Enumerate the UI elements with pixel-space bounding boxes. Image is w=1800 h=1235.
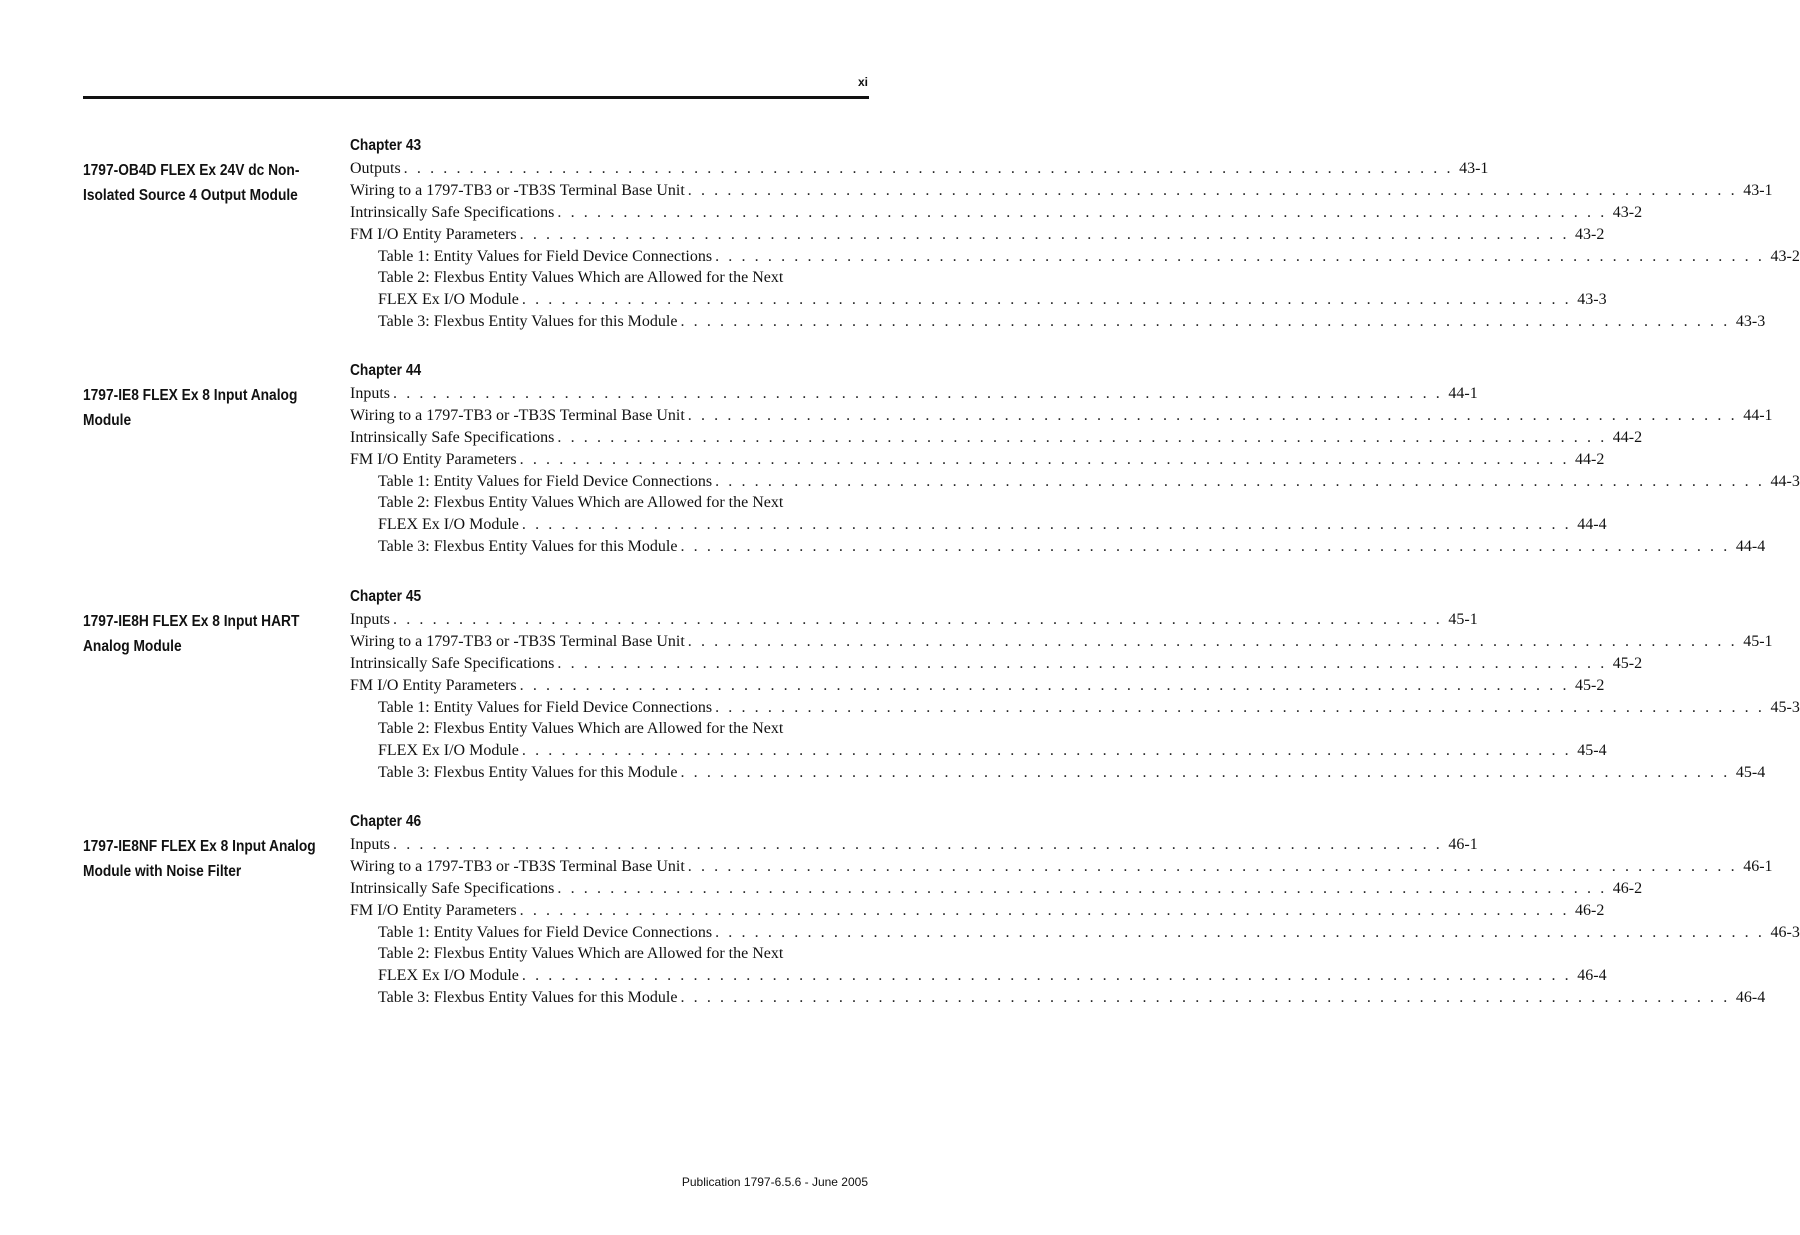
chapter-heading: Chapter 46 xyxy=(350,813,422,830)
toc-entry[interactable] xyxy=(350,922,1800,944)
toc-entry[interactable] xyxy=(350,158,1489,180)
toc-page-number: 44-4 xyxy=(1735,538,1766,556)
toc-entry[interactable] xyxy=(350,427,1643,449)
toc-entry-list xyxy=(350,609,1800,784)
dot-leader: . . . . . . . . . . . . . . . . . . . . . . . . . . . . . . . . . . . . . . . . . . . . . . . . . . . . . . . . . . . . . . . . . . . . . . . . . . . . . . . . xyxy=(519,450,1570,468)
toc-entry[interactable] xyxy=(350,856,1773,878)
toc-entry[interactable] xyxy=(350,289,1607,311)
dot-leader: . . . . . . . . . . . . . . . . . . . . . . . . . . . . . . . . . . . . . . . . . . . . . . . . . . . . . . . . . . . . . . . . . . . . . . . . . . . . . . . . xyxy=(557,654,1607,672)
dot-leader: . . . . . . . . . . . . . . . . . . . . . . . . . . . . . . . . . . . . . . . . . . . . . . . . . . . . . . . . . . . . . . . . . . . . . . . . . . . . . . . . xyxy=(519,225,1570,243)
dot-leader: . . . . . . . . . . . . . . . . . . . . . . . . . . . . . . . . . . . . . . . . . . . . . . . . . . . . . . . . . . . . . . . . . . . . . . . . . . . . . . . . xyxy=(403,160,1454,177)
toc-entry-text: Outputs xyxy=(350,160,401,177)
toc-page-number: 45-2 xyxy=(1612,654,1643,672)
dot-leader: . . . . . . . . . . . . . . . . . . . . . . . . . . . . . . . . . . . . . . . . . . . . . . . . . . . . . . . . . . . . . . . . . . . . . . . . . . . . . . . . xyxy=(687,181,1738,199)
toc-entry-text: Inputs xyxy=(350,385,390,402)
toc-entry[interactable] xyxy=(350,675,1605,697)
toc-entry-text: Intrinsically Safe Specifications xyxy=(350,428,555,446)
toc-entry[interactable] xyxy=(350,449,1605,471)
chapter-heading: Chapter 45 xyxy=(350,588,422,605)
toc-entry[interactable] xyxy=(350,697,1800,719)
toc-page-number: 45-1 xyxy=(1448,611,1478,628)
toc-entry[interactable] xyxy=(350,267,869,289)
toc-entry-text: Table 1: Entity Values for Field Device Connections xyxy=(378,923,713,941)
toc-page-number: 46-2 xyxy=(1575,901,1605,919)
toc-entry[interactable] xyxy=(350,653,1643,675)
dot-leader: . . . . . . . . . . . . . . . . . . . . . . . . . . . . . . . . . . . . . . . . . . . . . . . . . . . . . . . . . . . . . . . . . . . . . . . . . . . . . . . . xyxy=(680,313,1730,331)
dot-leader: . . . . . . . . . . . . . . . . . . . . . . . . . . . . . . . . . . . . . . . . . . . . . . . . . . . . . . . . . . . . . . . . . . . . . . . . . . . . . . . . xyxy=(715,923,1765,941)
toc-entry-text: Table 3: Flexbus Entity Values for this Module xyxy=(378,538,678,556)
toc-entry[interactable] xyxy=(350,224,1605,246)
toc-page-number: 45-1 xyxy=(1743,632,1773,650)
toc-entry-text: FM I/O Entity Parameters xyxy=(350,676,517,694)
dot-leader: . . . . . . . . . . . . . . . . . . . . . . . . . . . . . . . . . . . . . . . . . . . . . . . . . . . . . . . . . . . . . . . . . . . . . . . . . . . . . . . . xyxy=(557,203,1607,221)
toc-page-number: 46-4 xyxy=(1577,967,1607,985)
toc-page-number: 44-1 xyxy=(1448,385,1478,402)
toc-entry-list xyxy=(350,383,1800,558)
toc-page-number: 43-1 xyxy=(1459,160,1489,177)
toc-entry-text: Table 3: Flexbus Entity Values for this Module xyxy=(378,764,678,782)
toc-entry-text: Table 1: Entity Values for Field Device Connections xyxy=(378,472,713,490)
toc-entry-text: Table 2: Flexbus Entity Values Which are Allowed for the Next xyxy=(378,269,784,287)
toc-entry-text: Inputs xyxy=(350,611,390,628)
toc-entry[interactable] xyxy=(350,965,1607,987)
dot-leader: . . . . . . . . . . . . . . . . . . . . . . . . . . . . . . . . . . . . . . . . . . . . . . . . . . . . . . . . . . . . . . . . . . . . . . . . . . . . . . . . xyxy=(680,538,1730,556)
header-rule xyxy=(83,96,869,99)
toc-page-number: 45-4 xyxy=(1735,764,1766,782)
dot-leader: . . . . . . . . . . . . . . . . . . . . . . . . . . . . . . . . . . . . . . . . . . . . . . . . . . . . . . . . . . . . . . . . . . . . . . . . . . . . . . . . xyxy=(521,516,1572,534)
toc-page-number: 45-2 xyxy=(1575,676,1605,694)
toc-entry-text: Wiring to a 1797-TB3 or -TB3S Terminal Base Unit xyxy=(350,857,685,875)
toc-page-number: 44-2 xyxy=(1575,450,1605,468)
toc-entry-text: FLEX Ex I/O Module xyxy=(378,291,519,309)
toc-entry-text: Table 3: Flexbus Entity Values for this Module xyxy=(378,313,678,331)
dot-leader: . . . . . . . . . . . . . . . . . . . . . . . . . . . . . . . . . . . . . . . . . . . . . . . . . . . . . . . . . . . . . . . . . . . . . . . . . . . . . . . . xyxy=(687,632,1738,650)
dot-leader: . . . . . . . . . . . . . . . . . . . . . . . . . . . . . . . . . . . . . . . . . . . . . . . . . . . . . . . . . . . . . . . . . . . . . . . . . . . . . . . . xyxy=(393,385,1443,402)
dot-leader: . . . . . . . . . . . . . . . . . . . . . . . . . . . . . . . . . . . . . . . . . . . . . . . . . . . . . . . . . . . . . . . . . . . . . . . . . . . . . . . . xyxy=(521,291,1572,309)
dot-leader: . . . . . . . . . . . . . . . . . . . . . . . . . . . . . . . . . . . . . . . . . . . . . . . . . . . . . . . . . . . . . . . . . . . . . . . . . . . . . . . . xyxy=(393,836,1443,853)
toc-entry[interactable] xyxy=(350,834,1478,856)
toc-page-number: 46-3 xyxy=(1770,923,1800,941)
toc-entry-text: FM I/O Entity Parameters xyxy=(350,225,517,243)
dot-leader: . . . . . . . . . . . . . . . . . . . . . . . . . . . . . . . . . . . . . . . . . . . . . . . . . . . . . . . . . . . . . . . . . . . . . . . . . . . . . . . . xyxy=(393,611,1443,628)
toc-entry-text: Intrinsically Safe Specifications xyxy=(350,654,555,672)
toc-page-number: 43-3 xyxy=(1577,291,1607,309)
page-number: xi xyxy=(857,75,868,89)
toc-entry[interactable] xyxy=(350,631,1773,653)
dot-leader: . . . . . . . . . . . . . . . . . . . . . . . . . . . . . . . . . . . . . . . . . . . . . . . . . . . . . . . . . . . . . . . . . . . . . . . . . . . . . . . . xyxy=(521,967,1572,985)
chapter-heading: Chapter 44 xyxy=(350,362,422,379)
toc-page-number: 46-1 xyxy=(1743,857,1773,875)
dot-leader: . . . . . . . . . . . . . . . . . . . . . . . . . . . . . . . . . . . . . . . . . . . . . . . . . . . . . . . . . . . . . . . . . . . . . . . . . . . . . . . . xyxy=(557,879,1607,897)
toc-page-number: 43-2 xyxy=(1575,225,1605,243)
toc-page-number: 46-1 xyxy=(1448,836,1478,853)
toc-entry-text: Table 1: Entity Values for Field Device Connections xyxy=(378,247,713,265)
dot-leader: . . . . . . . . . . . . . . . . . . . . . . . . . . . . . . . . . . . . . . . . . . . . . . . . . . . . . . . . . . . . . . . . . . . . . . . . . . . . . . . . xyxy=(519,901,1570,919)
toc-entry[interactable] xyxy=(350,471,1800,493)
toc-page-number: 43-1 xyxy=(1743,181,1773,199)
toc-entry[interactable] xyxy=(350,740,1607,762)
dot-leader: . . . . . . . . . . . . . . . . . . . . . . . . . . . . . . . . . . . . . . . . . . . . . . . . . . . . . . . . . . . . . . . . . . . . . . . . . . . . . . . . xyxy=(715,247,1765,265)
dot-leader: . . . . . . . . . . . . . . . . . . . . . . . . . . . . . . . . . . . . . . . . . . . . . . . . . . . . . . . . . . . . . . . . . . . . . . . . . . . . . . . . xyxy=(715,472,1765,490)
toc-entry[interactable] xyxy=(350,405,1773,427)
toc-entry[interactable] xyxy=(350,878,1643,900)
toc-entry[interactable] xyxy=(350,536,1766,558)
toc-entry-text: Table 2: Flexbus Entity Values Which are Allowed for the Next xyxy=(378,720,784,738)
toc-page-number: 44-2 xyxy=(1612,428,1643,446)
toc-page-number: 45-3 xyxy=(1770,698,1800,716)
toc-entry-text: FM I/O Entity Parameters xyxy=(350,901,517,919)
toc-entry-text: Wiring to a 1797-TB3 or -TB3S Terminal Base Unit xyxy=(350,632,685,650)
toc-entry-text: Table 2: Flexbus Entity Values Which are Allowed for the Next xyxy=(378,494,784,512)
toc-entry-text: FM I/O Entity Parameters xyxy=(350,450,517,468)
dot-leader: . . . . . . . . . . . . . . . . . . . . . . . . . . . . . . . . . . . . . . . . . . . . . . . . . . . . . . . . . . . . . . . . . . . . . . . . . . . . . . . . xyxy=(521,742,1572,760)
toc-entry[interactable] xyxy=(350,492,869,514)
toc-page-number: 44-4 xyxy=(1577,516,1607,534)
dot-leader: . . . . . . . . . . . . . . . . . . . . . . . . . . . . . . . . . . . . . . . . . . . . . . . . . . . . . . . . . . . . . . . . . . . . . . . . . . . . . . . . xyxy=(687,406,1738,424)
publication-footer: Publication 1797-6.5.6 - June 2005 xyxy=(681,1175,868,1189)
toc-entry-text: Inputs xyxy=(350,836,390,853)
module-title: 1797-OB4D FLEX Ex 24V dc Non-Isolated Source 4 Output Module xyxy=(83,162,300,204)
toc-page-number: 46-2 xyxy=(1612,879,1643,897)
dot-leader: . . . . . . . . . . . . . . . . . . . . . . . . . . . . . . . . . . . . . . . . . . . . . . . . . . . . . . . . . . . . . . . . . . . . . . . . . . . . . . . . xyxy=(519,676,1570,694)
toc-entry-text: Wiring to a 1797-TB3 or -TB3S Terminal Base Unit xyxy=(350,406,685,424)
chapter-heading: Chapter 43 xyxy=(350,137,422,154)
toc-entry-text: Table 3: Flexbus Entity Values for this Module xyxy=(378,989,678,1007)
toc-entry[interactable] xyxy=(350,900,1605,922)
dot-leader: . . . . . . . . . . . . . . . . . . . . . . . . . . . . . . . . . . . . . . . . . . . . . . . . . . . . . . . . . . . . . . . . . . . . . . . . . . . . . . . . xyxy=(680,764,1730,782)
toc-entry-list xyxy=(350,158,1800,333)
toc-entry-text: Wiring to a 1797-TB3 or -TB3S Terminal Base Unit xyxy=(350,181,685,199)
toc-page-number: 44-1 xyxy=(1743,406,1773,424)
toc-entry-text: FLEX Ex I/O Module xyxy=(378,742,519,760)
toc-entry-text: FLEX Ex I/O Module xyxy=(378,516,519,534)
toc-entry[interactable] xyxy=(350,609,1478,631)
toc-page-number: 43-2 xyxy=(1770,247,1800,265)
dot-leader: . . . . . . . . . . . . . . . . . . . . . . . . . . . . . . . . . . . . . . . . . . . . . . . . . . . . . . . . . . . . . . . . . . . . . . . . . . . . . . . . xyxy=(557,428,1607,446)
toc-entry-text: Table 1: Entity Values for Field Device Connections xyxy=(378,698,713,716)
toc-page-number: 45-4 xyxy=(1577,742,1607,760)
dot-leader: . . . . . . . . . . . . . . . . . . . . . . . . . . . . . . . . . . . . . . . . . . . . . . . . . . . . . . . . . . . . . . . . . . . . . . . . . . . . . . . . xyxy=(680,989,1730,1007)
toc-page-number: 43-2 xyxy=(1612,203,1643,221)
toc-entry[interactable] xyxy=(350,202,1643,224)
toc-page-number: 44-3 xyxy=(1770,472,1800,490)
toc-entry-text: FLEX Ex I/O Module xyxy=(378,967,519,985)
toc-entry[interactable] xyxy=(350,246,1800,268)
module-title: 1797-IE8 FLEX Ex 8 Input Analog Module xyxy=(83,387,298,429)
toc-entry[interactable] xyxy=(350,311,1766,333)
dot-leader: . . . . . . . . . . . . . . . . . . . . . . . . . . . . . . . . . . . . . . . . . . . . . . . . . . . . . . . . . . . . . . . . . . . . . . . . . . . . . . . . xyxy=(687,857,1738,875)
toc-entry-text: Intrinsically Safe Specifications xyxy=(350,879,555,897)
toc-entry[interactable] xyxy=(350,718,869,740)
toc-entry[interactable] xyxy=(350,943,869,965)
toc-page-number: 46-4 xyxy=(1735,989,1766,1007)
toc-entry-text: Table 2: Flexbus Entity Values Which are Allowed for the Next xyxy=(378,945,784,963)
toc-entry-list xyxy=(350,834,1800,1009)
toc-entry[interactable] xyxy=(350,762,1766,784)
toc-page-number: 43-3 xyxy=(1735,313,1766,331)
module-title: 1797-IE8NF FLEX Ex 8 Input Analog Module with Noise Filter xyxy=(83,838,316,880)
toc-entry[interactable] xyxy=(350,514,1607,536)
toc-entry-text: Intrinsically Safe Specifications xyxy=(350,203,555,221)
dot-leader: . . . . . . . . . . . . . . . . . . . . . . . . . . . . . . . . . . . . . . . . . . . . . . . . . . . . . . . . . . . . . . . . . . . . . . . . . . . . . . . . xyxy=(715,698,1765,716)
toc-entry[interactable] xyxy=(350,383,1478,405)
toc-entry[interactable] xyxy=(350,987,1766,1009)
toc-entry[interactable] xyxy=(350,180,1773,202)
module-title: 1797-IE8H FLEX Ex 8 Input HART Analog Module xyxy=(83,613,300,655)
